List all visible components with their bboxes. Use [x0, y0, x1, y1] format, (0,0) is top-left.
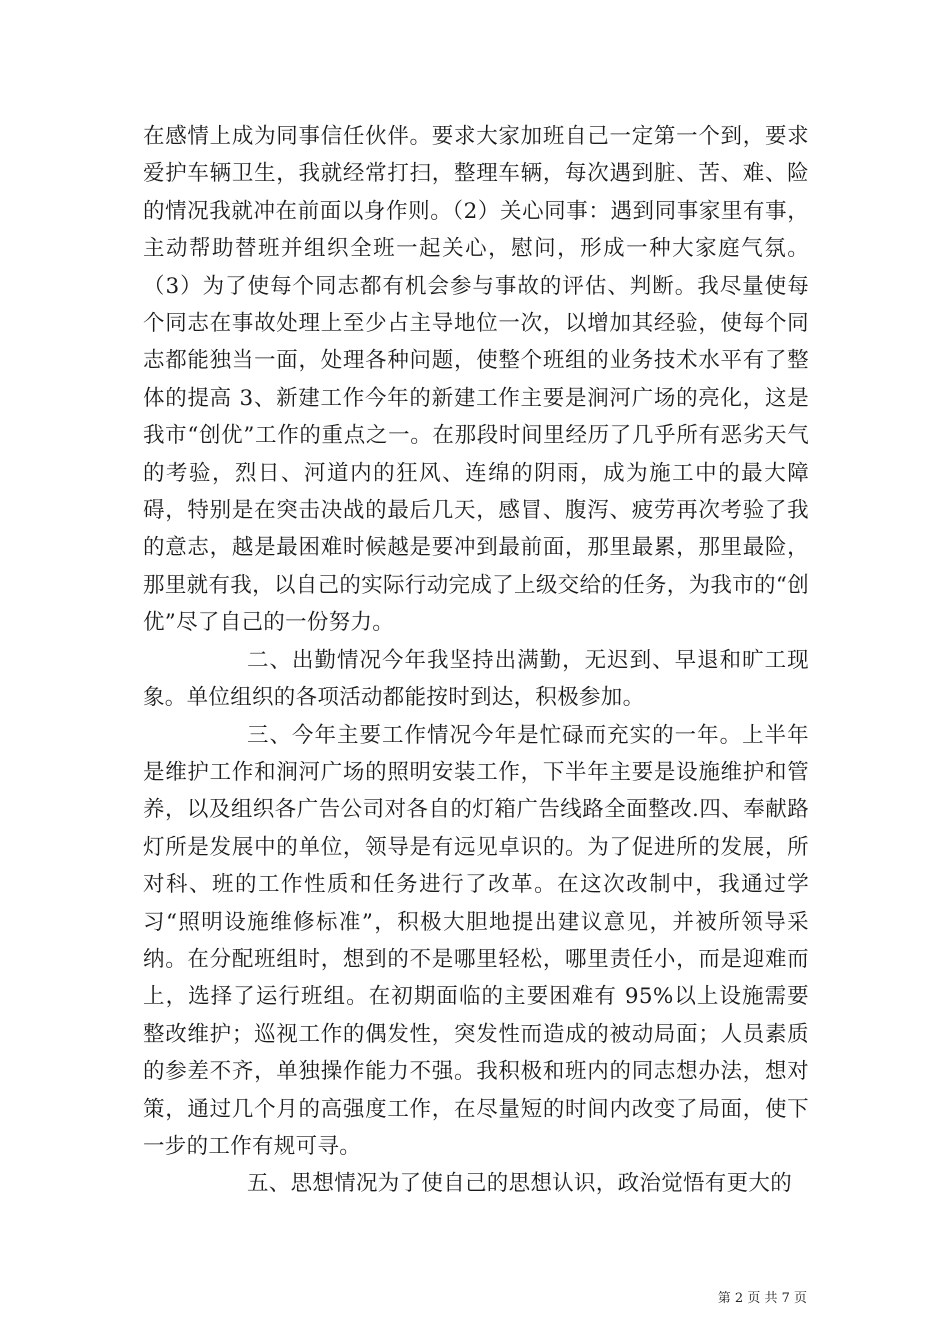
paragraph-attendance: 二、出勤情况今年我坚持出满勤，无迟到、早退和旷工现象。单位组织的各项活动都能按时到达，积极参加。 — [143, 647, 809, 711]
document-body — [143, 118, 809, 1203]
paragraph-main-work: 三、今年主要工作情况今年是忙碌而充实的一年。上半年是维护工作和涧河广场的照明安装工作，下半年主要是设施维护和管养，以及组织各广告公司对各自的灯箱广告线路全面整改.四、奉献路灯所是发展中的单位，领导是有远见卓识的。为了促进所的发展，所对科、班的工作性质和任务进行了改革。在这次改制中，我通过学习“照明设施维修标准”，积极大胆地提出建议意见，并被所领导采纳。在分配班组时，想到的不是哪里轻松，哪里责任小，而是迎难而上，选择了运行班组。在初期面临的主要困难有 95%以上设施需要整改维护；巡视工作的偶发性，突发性而造成的被动局面；人员素质的参差不齐，单独操作能力不强。我积极和班内的同志想办法，想对策，通过几个月的高强度工作，在尽量短的时间内改变了局面，使下一步的工作有规可寻。 — [143, 722, 809, 1159]
page-number: 第 2 页 共 7 页 — [717, 1291, 807, 1306]
paragraph-continuation: 在感情上成为同事信任伙伴。要求大家加班自己一定第一个到，要求爱护车辆卫生，我就经常打扫，整理车辆，每次遇到脏、苦、难、险的情况我就冲在前面以身作则。（2）关心同事：遇到同事家里有事，主动帮助替班并组织全班一起关心，慰问，形成一种大家庭气氛。（3）为了使每个同志都有机会参与事故的评估、判断。我尽量使每个同志在事故处理上至少占主导地位一次，以增加其经验，使每个同志都能独当一面，处理各种问题，使整个班组的业务技术水平有了整体的提高 3、新建工作今年的新建工作主要是涧河广场的亮化，这是我市“创优”工作的重点之一。在那段时间里经历了几乎所有恶劣天气的考验，烈日、河道内的狂风、连绵的阴雨，成为施工中的最大障碍，特别是在突击决战的最后几天，感冒、腹泻、疲劳再次考验了我的意志，越是最困难时候越是要冲到最前面，那里最累，那里最险，那里就有我，以自己的实际行动完成了上级交给的任务，为我市的“创优”尽了自己的一份努力。 — [143, 124, 809, 636]
paragraph-thought: 五、思想情况为了使自己的思想认识，政治觉悟有更大的 — [247, 1171, 793, 1197]
